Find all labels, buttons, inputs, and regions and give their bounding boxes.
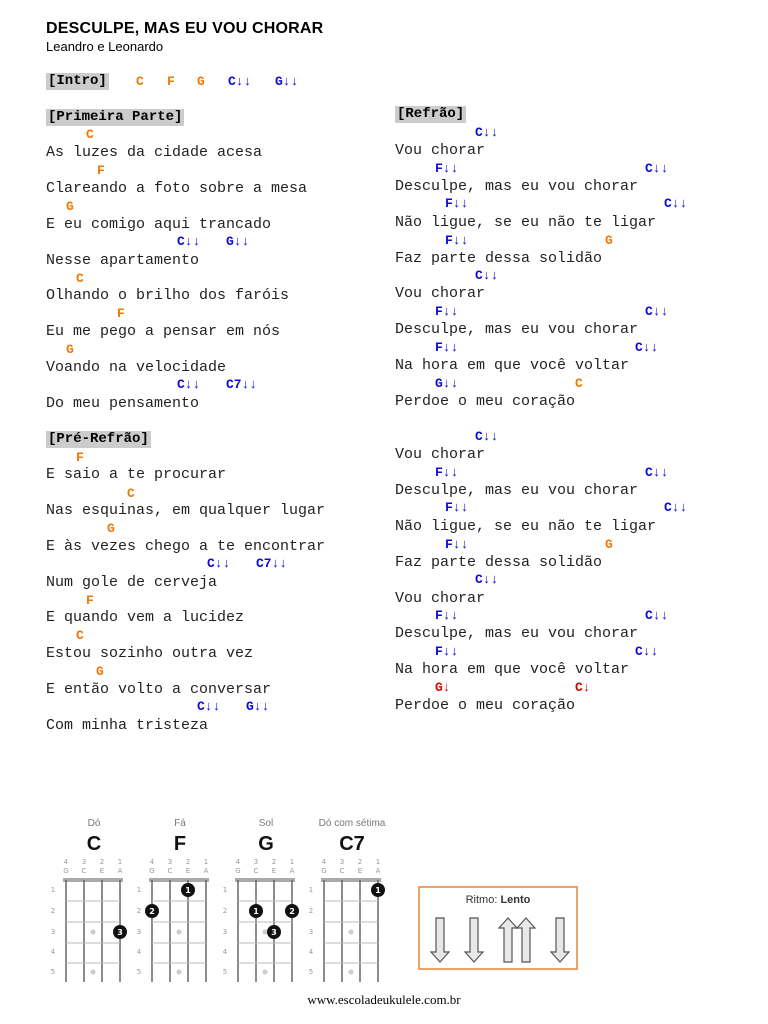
lyric-line: Desculpe, mas eu vou chorar xyxy=(395,321,639,338)
lyric-line: As luzes da cidade acesa xyxy=(46,144,263,161)
lyric-line: Desculpe, mas eu vou chorar xyxy=(395,178,639,195)
chord-label: C↓↓ xyxy=(635,340,659,355)
lyric-line: Eu me pego a pensar em nós xyxy=(46,323,281,340)
fret-number: 5 xyxy=(308,968,314,976)
finger-number: 1 xyxy=(185,886,191,895)
chord-label: C↓↓ xyxy=(645,608,669,623)
chord-label: C↓↓ xyxy=(475,572,499,587)
rhythm-label xyxy=(420,894,576,906)
chord-label: F↓↓ xyxy=(435,304,459,319)
chord-label: F↓↓ xyxy=(435,161,459,176)
string-name: A xyxy=(117,867,123,875)
string-number: 1 xyxy=(203,858,209,866)
chord-diagram-c xyxy=(51,858,127,982)
fret-number: 2 xyxy=(222,907,228,915)
lyric-line: Olhando o brilho dos faróis xyxy=(46,287,290,304)
chord-label: F xyxy=(97,163,105,178)
lyric-line: E então volto a conversar xyxy=(46,681,272,698)
lyric-line: Não ligue, se eu não te ligar xyxy=(395,214,657,231)
lyric-line: Faz parte dessa solidão xyxy=(395,250,603,267)
chord-diagram-g xyxy=(223,858,299,982)
down-arrow-icon xyxy=(431,918,449,962)
lyric-line: E quando vem a lucidez xyxy=(46,609,245,626)
chord-label: C↓↓ xyxy=(177,377,201,392)
string-name: A xyxy=(375,867,381,875)
fret-number: 4 xyxy=(136,948,142,956)
string-number: 2 xyxy=(185,858,191,866)
chord-label: C↓↓ xyxy=(197,699,221,714)
lyric-line: Com minha tristeza xyxy=(46,717,209,734)
lyric-line: Vou chorar xyxy=(395,446,486,463)
up-arrow-icon xyxy=(499,918,517,962)
lyric-line: Desculpe, mas eu vou chorar xyxy=(395,482,639,499)
chord-label: G↓↓ xyxy=(226,234,250,249)
intro-chord: F xyxy=(167,74,175,89)
chord-label: F↓↓ xyxy=(435,644,459,659)
chord-label: G xyxy=(66,342,74,357)
chord-label: G↓↓ xyxy=(246,699,270,714)
finger-number: 1 xyxy=(253,907,259,916)
chord-label: C xyxy=(127,486,135,501)
chord-label: C7↓↓ xyxy=(226,377,258,392)
fret-number: 4 xyxy=(308,948,314,956)
string-name: G xyxy=(235,867,241,875)
string-name: E xyxy=(99,867,105,875)
string-number: 2 xyxy=(99,858,105,866)
chord-label: F xyxy=(76,450,84,465)
string-number: 1 xyxy=(375,858,381,866)
lyric-line: Não ligue, se eu não te ligar xyxy=(395,518,657,535)
fret-number: 3 xyxy=(222,928,228,936)
fret-number: 2 xyxy=(136,907,142,915)
up-arrow-icon xyxy=(517,918,535,962)
diagram-chord-label: F xyxy=(173,833,187,855)
string-name: C xyxy=(339,867,345,875)
lyric-line: Faz parte dessa solidão xyxy=(395,554,603,571)
fret-number: 3 xyxy=(50,928,56,936)
chord-label: C↓↓ xyxy=(177,234,201,249)
string-number: 4 xyxy=(235,858,241,866)
lyric-line: E às vezes chego a te encontrar xyxy=(46,538,326,555)
string-number: 3 xyxy=(81,858,87,866)
strum-pattern xyxy=(420,912,576,968)
chord-label: C↓↓ xyxy=(475,268,499,283)
intro-chord: C↓↓ xyxy=(228,74,252,89)
chord-label: C↓↓ xyxy=(645,161,669,176)
chord-label: F xyxy=(86,593,94,608)
string-name: G xyxy=(63,867,69,875)
fret-number: 5 xyxy=(222,968,228,976)
fret-number: 1 xyxy=(50,886,56,894)
finger-number: 3 xyxy=(117,928,123,937)
fret-number: 2 xyxy=(308,907,314,915)
string-number: 4 xyxy=(321,858,327,866)
string-name: E xyxy=(271,867,277,875)
string-name: E xyxy=(357,867,363,875)
string-name: A xyxy=(203,867,209,875)
song-title: DESCULPE, MAS EU VOU CHORAR xyxy=(46,20,324,37)
string-number: 4 xyxy=(149,858,155,866)
chord-label: G xyxy=(605,233,613,248)
diagram-chord-label: G xyxy=(258,833,274,855)
chord-label: G xyxy=(96,664,104,679)
string-name: C xyxy=(167,867,173,875)
diagram-name: Dó com sétima xyxy=(318,818,386,829)
lyric-line: Na hora em que você voltar xyxy=(395,357,630,374)
section-tag-pre-refrao: [Pré-Refrão] xyxy=(48,431,149,447)
down-arrow-icon xyxy=(551,918,569,962)
intro-chord: C xyxy=(136,74,144,89)
chord-label: C↓↓ xyxy=(645,465,669,480)
rhythm-label-text: Ritmo: xyxy=(465,894,498,906)
string-number: 1 xyxy=(117,858,123,866)
string-number: 2 xyxy=(357,858,363,866)
fret-number: 1 xyxy=(136,886,142,894)
lyric-line: Vou chorar xyxy=(395,285,486,302)
lyric-line: Num gole de cerveja xyxy=(46,574,218,591)
finger-number: 2 xyxy=(149,907,155,916)
lyric-line: Voando na velocidade xyxy=(46,359,227,376)
lyric-line: E eu comigo aqui trancado xyxy=(46,216,272,233)
chord-label: F↓↓ xyxy=(435,465,459,480)
lyric-line: Do meu pensamento xyxy=(46,395,200,412)
chord-diagrams-svg xyxy=(0,850,420,985)
string-name: A xyxy=(289,867,295,875)
chord-label: C7↓↓ xyxy=(256,556,288,571)
chord-label: C↓↓ xyxy=(475,125,499,140)
string-name: E xyxy=(185,867,191,875)
string-number: 3 xyxy=(167,858,173,866)
fret-number: 5 xyxy=(136,968,142,976)
diagram-chord-label: C7 xyxy=(339,833,365,855)
intro-chord: G↓↓ xyxy=(275,74,299,89)
chord-label: C↓↓ xyxy=(475,429,499,444)
diagram-chord-label: C xyxy=(86,833,102,855)
diagram-name: Fá xyxy=(174,818,186,829)
chord-label: G xyxy=(66,199,74,214)
string-number: 1 xyxy=(289,858,295,866)
chord-label: C↓ xyxy=(575,680,591,695)
chord-label: C↓↓ xyxy=(664,196,688,211)
section-tag-refrao: [Refrão] xyxy=(397,106,465,122)
chord-label: C xyxy=(86,127,94,142)
lyric-line: Perdoe o meu coração xyxy=(395,697,576,714)
fret-number: 3 xyxy=(136,928,142,936)
chord-diagram-f xyxy=(137,858,209,982)
lyric-line: E saio a te procurar xyxy=(46,466,227,483)
chord-diagram-c7 xyxy=(309,858,385,982)
chord-label: C↓↓ xyxy=(645,304,669,319)
string-name: G xyxy=(321,867,327,875)
finger-number: 2 xyxy=(289,907,295,916)
section-tag-intro: [Intro] xyxy=(48,73,107,89)
fret-number: 3 xyxy=(308,928,314,936)
chord-label: F↓↓ xyxy=(445,233,469,248)
string-name: G xyxy=(149,867,155,875)
chord-label: F↓↓ xyxy=(435,340,459,355)
footer-website[interactable]: www.escoladeukulele.com.br xyxy=(307,992,461,1007)
lyric-line: Na hora em que você voltar xyxy=(395,661,630,678)
fret-number: 4 xyxy=(222,948,228,956)
chord-label: C xyxy=(575,376,583,391)
rhythm-value: Lento xyxy=(500,894,531,906)
lyric-line: Nesse apartamento xyxy=(46,252,200,269)
lyric-line: Vou chorar xyxy=(395,142,486,159)
fret-number: 5 xyxy=(50,968,56,976)
string-name: C xyxy=(253,867,259,875)
lyric-line: Nas esquinas, em qualquer lugar xyxy=(46,502,326,519)
chord-label: F↓↓ xyxy=(445,196,469,211)
diagram-name: Sol xyxy=(258,818,274,829)
intro-chord: G xyxy=(197,74,205,89)
chord-label: C↓↓ xyxy=(635,644,659,659)
chord-label: G↓↓ xyxy=(435,376,459,391)
finger-number: 1 xyxy=(375,886,381,895)
string-name: C xyxy=(81,867,87,875)
diagram-name: Dó xyxy=(87,818,101,829)
string-number: 4 xyxy=(63,858,69,866)
down-arrow-icon xyxy=(465,918,483,962)
chord-label: C↓↓ xyxy=(207,556,231,571)
lyric-line: Estou sozinho outra vez xyxy=(46,645,254,662)
fret-number: 4 xyxy=(50,948,56,956)
section-tag-primeira-parte: [Primeira Parte] xyxy=(48,109,183,125)
chord-label: F xyxy=(117,306,125,321)
chord-label: G xyxy=(107,521,115,536)
string-number: 3 xyxy=(253,858,259,866)
fret-number: 1 xyxy=(222,886,228,894)
chord-label: G↓ xyxy=(435,680,451,695)
chord-label: G xyxy=(605,537,613,552)
rhythm-box xyxy=(418,886,578,970)
chord-label: C xyxy=(76,628,84,643)
song-artist: Leandro e Leonardo xyxy=(46,39,164,54)
lyric-line: Perdoe o meu coração xyxy=(395,393,576,410)
chord-label: F↓↓ xyxy=(445,500,469,515)
fret-number: 1 xyxy=(308,886,314,894)
string-number: 2 xyxy=(271,858,277,866)
chord-label: F↓↓ xyxy=(435,608,459,623)
string-number: 3 xyxy=(339,858,345,866)
lyric-line: Vou chorar xyxy=(395,590,486,607)
fret-number: 2 xyxy=(50,907,56,915)
lyric-line: Desculpe, mas eu vou chorar xyxy=(395,625,639,642)
chord-label: F↓↓ xyxy=(445,537,469,552)
lyric-line: Clareando a foto sobre a mesa xyxy=(46,180,308,197)
chord-label: C xyxy=(76,271,84,286)
chord-label: C↓↓ xyxy=(664,500,688,515)
finger-number: 3 xyxy=(271,928,277,937)
